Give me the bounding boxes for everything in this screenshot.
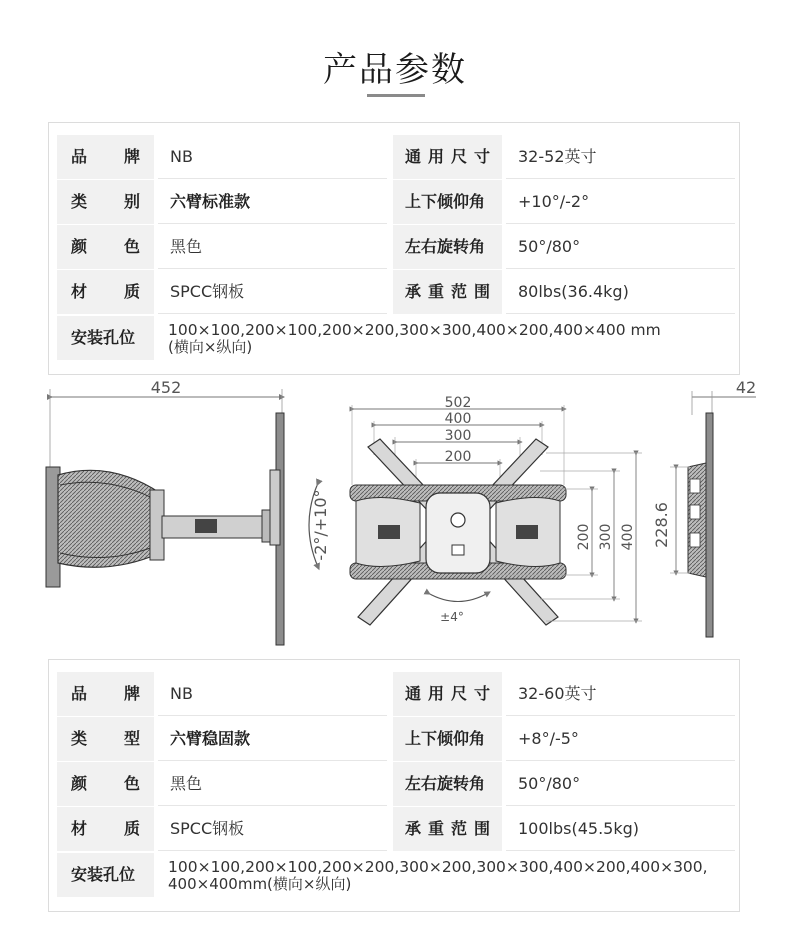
holes-line-1: 100×100,200×100,200×200,300×300,400×200,400×400 mm: [168, 321, 661, 339]
load-value: 80lbs(36.4kg): [506, 270, 735, 314]
color-label: 颜 色: [57, 762, 154, 806]
size-label: 通 用 尺 寸: [393, 135, 502, 179]
color-value: 黑色: [158, 225, 387, 269]
dimension-drawing: [0, 375, 790, 655]
profile-depth-label: 42: [735, 378, 757, 397]
tilt-value: +10°/-2°: [506, 180, 735, 224]
holes-line-1: 100×100,200×100,200×200,300×200,300×300,400×200,400×300,: [168, 858, 708, 876]
rotation-label: ±4°: [440, 610, 464, 624]
spec-row: [57, 762, 735, 806]
spec-row-holes: [57, 316, 735, 360]
type-value: 六臂稳固款: [158, 717, 387, 761]
size-value: 32-52英寸: [506, 135, 735, 179]
side-depth-label: 452: [150, 378, 182, 397]
spec-row: [57, 807, 735, 851]
tilt-label: 上下倾仰角: [393, 717, 502, 761]
height-400-label: 400: [620, 523, 636, 551]
holes-value: [168, 859, 738, 893]
page-title: 产品参数: [323, 50, 467, 90]
color-label: 颜 色: [57, 225, 154, 269]
spec-row: [57, 225, 735, 269]
load-value: 100lbs(45.5kg): [506, 807, 735, 851]
swivel-value: 50°/80°: [506, 225, 735, 269]
spec-row: [57, 270, 735, 314]
swivel-label: 左右旋转角: [393, 225, 502, 269]
brand-label: 品 牌: [57, 672, 154, 716]
swivel-label: 左右旋转角: [393, 762, 502, 806]
spec-row: [57, 180, 735, 224]
brand-value: NB: [158, 672, 387, 716]
spec-table-standard: [48, 122, 740, 375]
width-200-label: 200: [444, 449, 472, 465]
tilt-value: +8°/-5°: [506, 717, 735, 761]
spec-row: [57, 717, 735, 761]
height-200-label: 200: [576, 523, 592, 551]
type-label: 类 别: [57, 180, 154, 224]
color-value: 黑色: [158, 762, 387, 806]
tilt-label: 上下倾仰角: [393, 180, 502, 224]
load-label: 承 重 范 围: [393, 270, 502, 314]
material-value: SPCC钢板: [158, 270, 387, 314]
holes-line-2: (横向×纵向): [168, 338, 253, 356]
title-underline: [367, 94, 425, 97]
width-400-label: 400: [444, 411, 472, 427]
holes-value: [168, 322, 738, 356]
material-label: 材 质: [57, 270, 154, 314]
brand-value: NB: [158, 135, 387, 179]
width-502-label: 502: [444, 395, 472, 411]
material-label: 材 质: [57, 807, 154, 851]
size-label: 通 用 尺 寸: [393, 672, 502, 716]
spec-row-holes: [57, 853, 735, 897]
holes-label: 安装孔位: [57, 316, 154, 360]
profile-view: [652, 378, 756, 637]
load-label: 承 重 范 围: [393, 807, 502, 851]
material-value: SPCC钢板: [158, 807, 387, 851]
brand-label: 品 牌: [57, 135, 154, 179]
holes-line-2: 400×400mm(横向×纵向): [168, 875, 352, 893]
swivel-value: 50°/80°: [506, 762, 735, 806]
type-label: 类 型: [57, 717, 154, 761]
size-value: 32-60英寸: [506, 672, 735, 716]
width-300-label: 300: [444, 428, 472, 444]
front-view: [350, 395, 642, 625]
tilt-range-label: -2°/+10°: [311, 489, 330, 561]
type-value: 六臂标准款: [158, 180, 387, 224]
spec-row: [57, 135, 735, 179]
spec-row: [57, 672, 735, 716]
spec-table-heavy-duty: [48, 659, 740, 912]
holes-label: 安装孔位: [57, 853, 154, 897]
side-view: [46, 378, 330, 645]
height-300-label: 300: [598, 523, 614, 551]
profile-height-label: 228.6: [652, 502, 671, 548]
